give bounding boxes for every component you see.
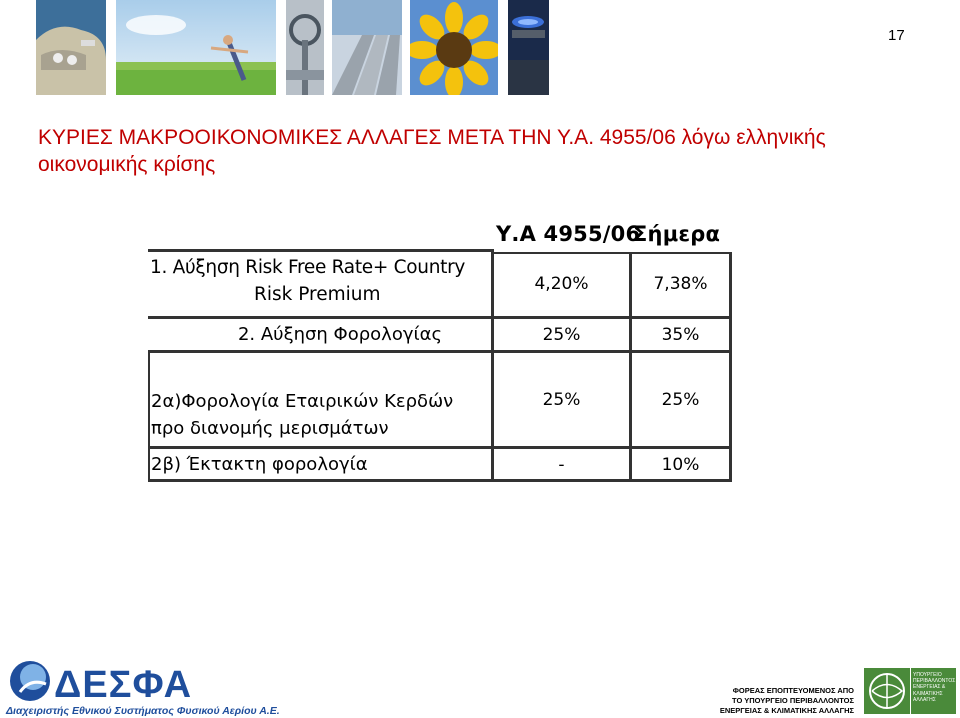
table-divider [148,249,493,252]
desfa-logo-text: ΔΕΣΦΑ [54,664,193,704]
table-cell-value: 4,20% [534,274,589,294]
page-number: 17 [888,27,905,44]
ministry-logo-line: ΚΛΙΜΑΤΙΚΗΣ [913,690,943,697]
row-label-line: προ διανομής μερισμάτων [151,418,389,439]
sunflower-photo [410,0,498,95]
supervisor-text [690,686,854,716]
ministry-emblem-icon [864,668,910,714]
table-cell-value: 25% [542,390,581,410]
desfa-caption: Διαχειριστής Εθνικού Συστήματος Φυσικού Αερίου Α.Ε. [6,705,280,717]
table-divider [148,350,732,353]
table-cell-value: - [558,455,565,475]
slide-title [38,124,938,178]
column-header-ya-4955: Υ.Α 4955/06 [496,222,641,246]
ministry-logo-line: ΕΝΕΡΓΕΙΑΣ & [913,684,946,691]
ministry-logo-text [911,668,956,714]
table-row-label [151,454,491,475]
row-label-line: 2β) Έκτακτη φορολογία [151,454,368,475]
table-divider [148,446,732,449]
table-divider [491,252,732,254]
table-row-label [150,324,490,345]
lng-terminal-photo [36,0,106,95]
table-cell-value: 35% [661,325,700,345]
supervisor-line: ΕΝΕΡΓΕΙΑΣ & ΚΛΙΜΑΤΙΚΗΣ ΑΛΛΑΓΗΣ [719,706,854,715]
table-divider [729,252,732,482]
column-header-today: Σήμερα [633,222,721,246]
pipeline-photo [332,0,402,95]
row-label-line: Risk Premium [254,284,381,305]
table-row-label [151,391,491,439]
gas-flame-photo [508,0,549,95]
row-label-line: 2. Αύξηση Φορολογίας [237,324,443,345]
valve-photo [286,0,324,95]
slide-title-line-2: οικονομικής κρίσης [38,153,216,176]
table-row-label [150,257,490,305]
row-label-line: 2α)Φορολογία Εταιρικών Κερδών [151,391,454,412]
ministry-logo-line: ΠΕΡΙΒΑΛΛΟΝΤΟΣ [913,678,956,685]
ministry-logo [864,668,956,714]
desfa-logo [6,658,221,709]
ministry-logo-line: ΑΛΛΑΓΗΣ [913,696,936,703]
table-cell-value: 10% [661,455,700,475]
table-divider [148,350,150,482]
ministry-logo-line: ΥΠΟΥΡΓΕΙΟ [913,672,942,678]
table-cell-value: 7,38% [653,274,708,294]
supervisor-line: ΤΟ ΥΠΟΥΡΓΕΙΟ ΠΕΡΙΒΑΛΛΟΝΤΟΣ [732,696,854,705]
table-divider [148,316,732,319]
table-cell-value: 25% [661,390,700,410]
table-divider [148,479,732,482]
child-in-meadow-photo [116,0,276,95]
desfa-logo-icon [6,658,221,704]
supervisor-line: ΦΟΡΕΑΣ ΕΠΟΠΤΕΥΟΜΕΝΟΣ ΑΠΟ [732,686,854,695]
slide-title-line-1: ΚΥΡΙΕΣ ΜΑΚΡΟΟΙΚΟΝΟΜΙΚΕΣ ΑΛΛΑΓΕΣ ΜΕΤΑ ΤΗΝ Υ.Α. 4955/06 λόγω ελληνικής [38,126,826,149]
table-cell-value: 25% [542,325,581,345]
row-label-line: 1. Αύξηση Risk Free Rate+ Country [150,257,466,278]
